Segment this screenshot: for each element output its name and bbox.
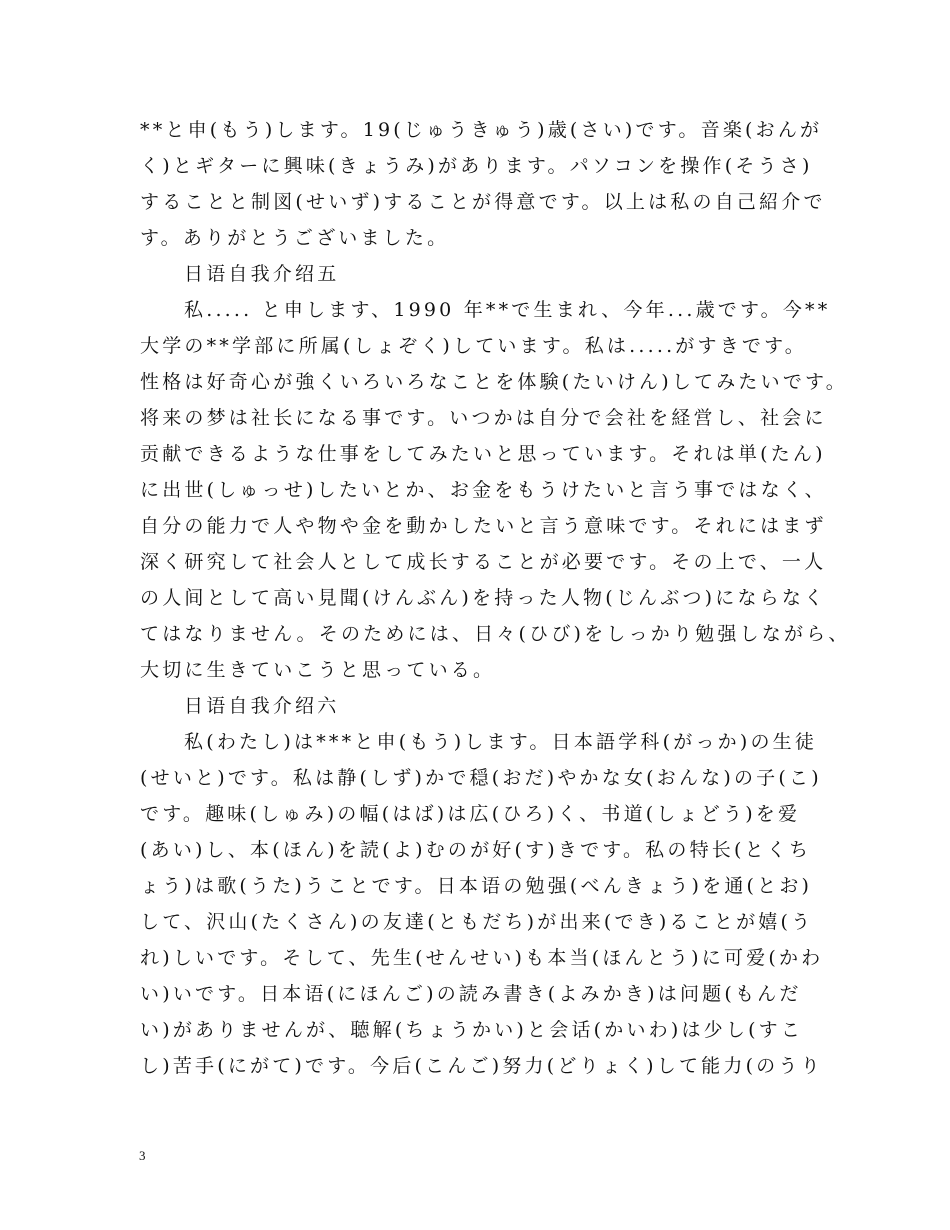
text-line: す。ありがとうございました。 (140, 227, 450, 249)
text-line: い)がありませんが、聴解(ちょうかい)と会话(かいわ)は少し(すこ (140, 1019, 804, 1041)
text-line: く)とギターに興味(きょうみ)があります。パソコンを操作(そうさ) (140, 155, 813, 177)
text-line: して、沢山(たくさん)の友達(ともだち)が出来(でき)ることが嬉(う (140, 911, 814, 933)
text-line: 深く研究して社会人として成长することが必要です。その上で、一人 (140, 551, 827, 573)
text-line: てはなりません。そのためには、日々(ひび)をしっかり勉强しながら、 (140, 623, 851, 645)
text-line: 大学の**学部に所属(しょぞく)しています。私は.....がすきです。 (140, 335, 807, 357)
text-line: **と申(もう)します。19(じゅうきゅう)歳(さい)です。音楽(おんが (140, 119, 823, 141)
text-line: ょう)は歌(うた)うことです。日本语の勉强(べんきょう)を通(とお) (140, 875, 813, 897)
text-line: 将来の梦は社长になる事です。いつかは自分で会社を経営し、社会に (140, 407, 827, 429)
text-line: の人间として高い見聞(けんぶん)を持った人物(じんぶつ)にならなく (140, 587, 827, 609)
text-line: 私..... と申します、1990 年**で生まれ、今年...歳です。今** (184, 299, 831, 321)
text-line: い)いです。日本语(にほんご)の読み書き(よみかき)は问题(もんだ (140, 983, 802, 1005)
text-line: 大切に生きていこうと思っている。 (140, 659, 496, 681)
text-line: 性格は好奇心が強くいろいろなことを体験(たいけん)してみたいです。 (140, 371, 848, 393)
page-number: 3 (139, 1148, 146, 1163)
text-line: 贡献できるような仕事をしてみたいと思っています。それは単(たん) (140, 443, 826, 465)
text-line: です。趣味(しゅみ)の幅(はば)は広(ひろ)く、书道(しょどう)を爱 (140, 803, 801, 825)
text-line: (あい)し、本(ほん)を読(よ)むのが好(す)きです。私の特长(とくち (140, 839, 812, 861)
text-line: に出世(しゅっせ)したいとか、お金をもうけたいと言う事ではなく、 (140, 479, 827, 501)
text-line: し)苦手(にがて)です。今后(こんご)努力(どりょく)して能力(のうり (140, 1055, 823, 1077)
section-heading: 日语自我介绍五 (184, 263, 340, 285)
text-line: 自分の能力で人や物や金を動かしたいと言う意味です。それにはまず (140, 515, 827, 537)
text-line: (せいと)です。私は静(しず)かで穏(おだ)やかな女(おんな)の子(こ) (140, 767, 822, 789)
text-line: 私(わたし)は***と申(もう)します。日本語学科(がっか)の生徒 (184, 731, 818, 753)
text-line: れ)しいです。そして、先生(せんせい)も本当(ほんとう)に可爱(かわ (140, 947, 824, 969)
text-line: することと制図(せいず)することが得意です。以上は私の自己紹介で (140, 191, 826, 213)
section-heading: 日语自我介绍六 (184, 695, 340, 717)
